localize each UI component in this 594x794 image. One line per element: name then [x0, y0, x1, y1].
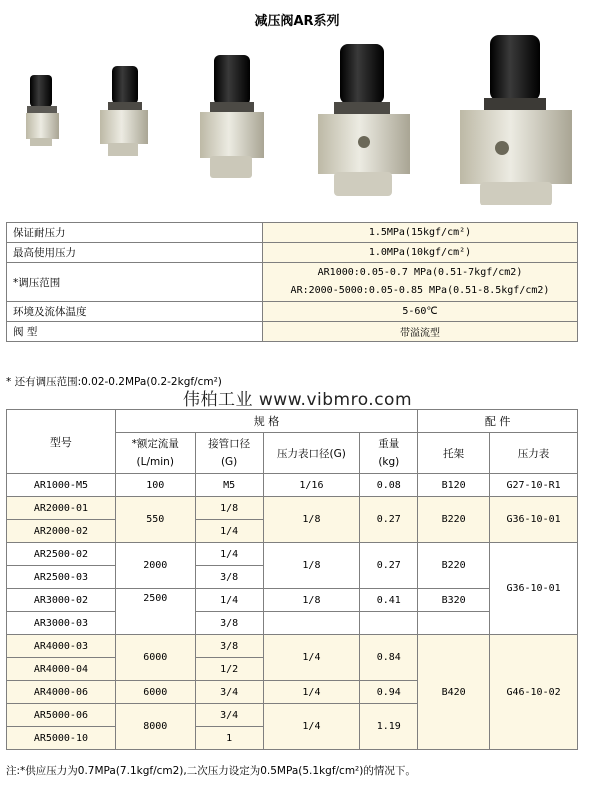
pipe-cell: 1/4	[195, 589, 263, 612]
spec-label: 阀 型	[7, 322, 263, 342]
model-cell: AR2000-01	[7, 497, 116, 520]
spec-value: 1.0MPa(10kgf/cm²)	[263, 243, 578, 263]
spec-row	[7, 243, 578, 263]
spec-row	[7, 263, 578, 302]
spec-label: *调压范围	[7, 263, 263, 302]
range-note: * 还有调压范围:0.02-0.2MPa(0.2-2kgf/cm²)	[6, 376, 222, 388]
weight-cell: 0.27	[360, 497, 418, 543]
model-cell: AR5000-06	[7, 704, 116, 727]
gauge-port-cell: 1/4	[263, 635, 360, 681]
model-cell: AR1000-M5	[7, 474, 116, 497]
gauge-cell: G46-10-02	[490, 635, 578, 750]
spec-table	[6, 222, 578, 342]
header-bracket: 托架	[418, 433, 490, 474]
weight-cell: 0.41	[360, 589, 418, 612]
gauge-cell: G36-10-01	[490, 543, 578, 635]
gauge-cell: G36-10-01	[490, 497, 578, 543]
header-gauge: 压力表	[490, 433, 578, 474]
spec-row	[7, 302, 578, 322]
gauge-cell: G27-10-R1	[490, 474, 578, 497]
page-title: 减压阀AR系列	[254, 14, 340, 29]
pipe-cell: 1	[195, 727, 263, 750]
flow-cell: 100	[115, 474, 195, 497]
flow-cell: 6000	[115, 681, 195, 704]
spec-value-line: AR:2000-5000:0.05-0.85 MPa(0.51-8.5kgf/cm2)	[290, 285, 550, 296]
model-cell: AR3000-02	[7, 589, 116, 612]
spec-label: 保证耐压力	[7, 223, 263, 243]
model-cell: AR3000-03	[7, 612, 116, 635]
pipe-cell: 1/8	[195, 497, 263, 520]
model-cell: AR4000-04	[7, 658, 116, 681]
weight-cell: 0.84	[360, 635, 418, 681]
header-model: 型号	[7, 410, 116, 474]
model-cell: AR2500-03	[7, 566, 116, 589]
model-cell: AR2000-02	[7, 520, 116, 543]
header-gauge-port: 压力表口径(G)	[263, 433, 360, 474]
weight-cell: 0.08	[360, 474, 418, 497]
gauge-port-cell: 1/4	[263, 681, 360, 704]
gauge-port-cell: 1/16	[263, 474, 360, 497]
spec-label: 最高使用压力	[7, 243, 263, 263]
table-row	[7, 497, 578, 520]
gauge-port-cell: 1/8	[263, 589, 360, 612]
weight-cell: 1.19	[360, 704, 418, 750]
flow-cell: 2000	[115, 543, 195, 589]
pipe-cell: 3/8	[195, 612, 263, 635]
spec-value: 带溢流型	[263, 322, 578, 342]
spec-row	[7, 223, 578, 243]
spec-value-line: AR1000:0.05-0.7 MPa(0.51-7kgf/cm2)	[317, 267, 523, 278]
spec-value: 5-60℃	[263, 302, 578, 322]
pipe-cell: 3/8	[195, 566, 263, 589]
spec-value	[263, 263, 578, 302]
flow-cell: 550	[115, 497, 195, 543]
table-row	[7, 635, 578, 658]
table-row	[7, 543, 578, 566]
bracket-cell: B120	[418, 474, 490, 497]
bracket-cell: B420	[418, 635, 490, 750]
pipe-cell: 1/4	[195, 543, 263, 566]
pipe-cell: 1/4	[195, 520, 263, 543]
bracket-cell: B320	[418, 589, 490, 612]
spec-label: 环境及流体温度	[7, 302, 263, 322]
model-cell: AR5000-10	[7, 727, 116, 750]
pipe-cell: 3/8	[195, 635, 263, 658]
watermark: 伟柏工业 www.vibmro.com	[183, 390, 413, 410]
gauge-port-cell: 1/4	[263, 704, 360, 750]
pipe-cell: M5	[195, 474, 263, 497]
gauge-port-cell: 1/8	[263, 543, 360, 589]
bracket-cell: B220	[418, 497, 490, 543]
model-table-body	[6, 409, 578, 750]
model-cell: AR4000-03	[7, 635, 116, 658]
footnote: 注:*供应压力为0.7MPa(7.1kgf/cm2),二次压力设定为0.5MPa(5.1kgf/cm²)的情况下。	[6, 765, 416, 777]
bracket-cell: B220	[418, 543, 490, 589]
regulator-ar2000-image	[100, 66, 148, 156]
table-row	[7, 474, 578, 497]
regulator-ar3000-image	[200, 55, 264, 178]
regulator-ar4000-image	[318, 44, 410, 196]
header-pipe: 接管口径 (G)	[195, 433, 263, 474]
header-flow: *额定流量 (L/min)	[115, 433, 195, 474]
flow-cell: 2500	[115, 589, 195, 635]
header-weight: 重量 (kg)	[360, 433, 418, 474]
spec-value: 1.5MPa(15kgf/cm²)	[263, 223, 578, 243]
flow-cell: 6000	[115, 635, 195, 681]
header-parts-group: 配 件	[418, 410, 578, 433]
weight-cell: 0.94	[360, 681, 418, 704]
spec-row	[7, 322, 578, 342]
pipe-cell: 1/2	[195, 658, 263, 681]
header-spec-group: 规 格	[115, 410, 417, 433]
model-cell: AR4000-06	[7, 681, 116, 704]
product-photos	[0, 30, 594, 205]
regulator-ar1000-image	[26, 75, 59, 146]
model-cell: AR2500-02	[7, 543, 116, 566]
pipe-cell: 3/4	[195, 681, 263, 704]
regulator-ar5000-image	[460, 35, 572, 205]
flow-cell: 8000	[115, 704, 195, 750]
gauge-port-cell: 1/8	[263, 497, 360, 543]
pipe-cell: 3/4	[195, 704, 263, 727]
weight-cell: 0.27	[360, 543, 418, 589]
